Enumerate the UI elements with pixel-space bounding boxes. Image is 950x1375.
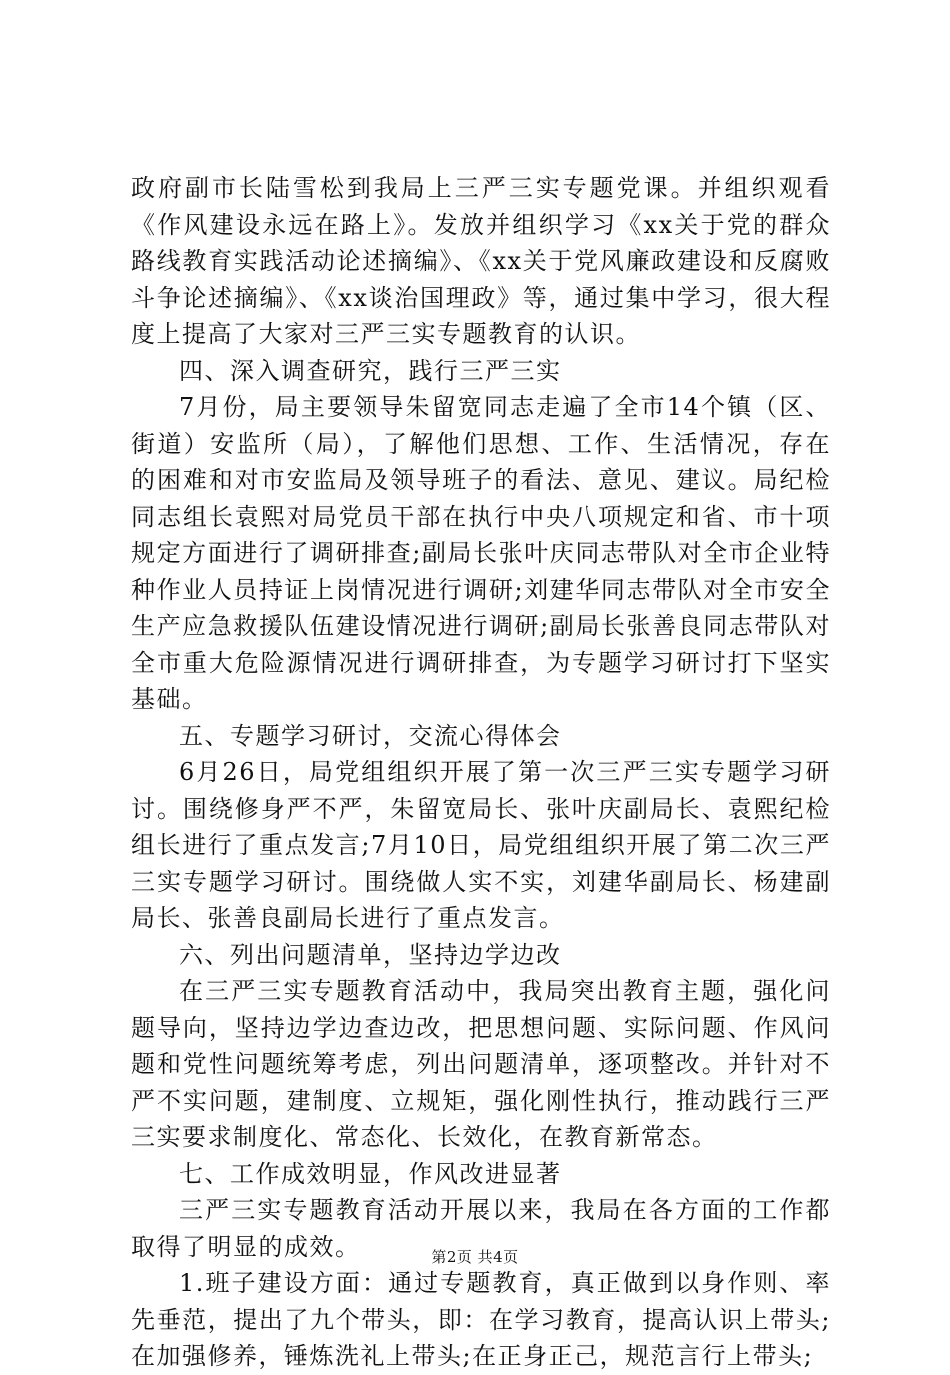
paragraph-problem-list: 在三严三实专题教育活动中，我局突出教育主题，强化问题导向，坚持边学边查边改，把思想问题、实际问题、作风问题和党性问题统筹考虑，列出问题清单，逐项整改。并针对不严不实问题，建制度、立规矩，强化刚性执行，推动践行三严三实要求制度化、常态化、长效化，在教育新常态。 — [131, 977, 831, 1151]
paragraph-continuation: 政府副市长陆雪松到我局上三严三实专题党课。并组织观看《作风建设永远在路上》。发放并组织学习《xx关于党的群众路线教育实践活动论述摘编》、《xx关于党风廉政建设和反腐败斗争论述摘编》、《xx谈治国理政》等，通过集中学习，很大程度上提高了大家对三严三实专题教育的认识。 — [131, 174, 831, 348]
paragraph-team-building: 1.班子建设方面：通过专题教育，真正做到以身作则、率先垂范，提出了九个带头，即：在学习教育，提高认识上带头;在加强修养，锤炼洗礼上带头;在正身正己，规范言行上带头; — [131, 1269, 831, 1370]
section-heading-6: 六、列出问题清单，坚持边学边改 — [179, 940, 562, 969]
section-heading-4: 四、深入调查研究，践行三严三实 — [179, 356, 562, 385]
paragraph-investigation: 7月份，局主要领导朱留宽同志走遍了全市14个镇（区、街道）安监所（局），了解他们思想、工作、生活情况，存在的困难和对市安监局及领导班子的看法、意见、建议。局纪检同志组长袁熙对局党员干部在执行中央八项规定和省、市十项规定方面进行了调研排查;副局长张叶庆同志带队对全市企业特种作业人员持证上岗情况进行调研;刘建华同志带队对全市安全生产应急救援队伍建设情况进行调研;副局长张善良同志带队对全市重大危险源情况进行调研排查，为专题学习研讨打下坚实基础。 — [131, 393, 831, 713]
paragraph-results-intro: 三严三实专题教育活动开展以来，我局在各方面的工作都取得了明显的成效。 — [131, 1196, 831, 1261]
section-heading-7: 七、工作成效明显，作风改进显著 — [179, 1159, 562, 1188]
paragraph-study-seminar: 6月26日，局党组组织开展了第一次三严三实专题学习研讨。围绕修身严不严，朱留宽局长、张叶庆副局长、袁熙纪检组长进行了重点发言;7月10日，局党组组织开展了第二次三严三实专题学习研讨。围绕做人实不实，刘建华副局长、杨建副局长、张善良副局长进行了重点发言。 — [131, 758, 831, 932]
page-number-footer: 第2页 共4页 — [431, 1248, 519, 1266]
document-body — [131, 170, 831, 1375]
section-heading-5: 五、专题学习研讨，交流心得体会 — [179, 721, 562, 750]
